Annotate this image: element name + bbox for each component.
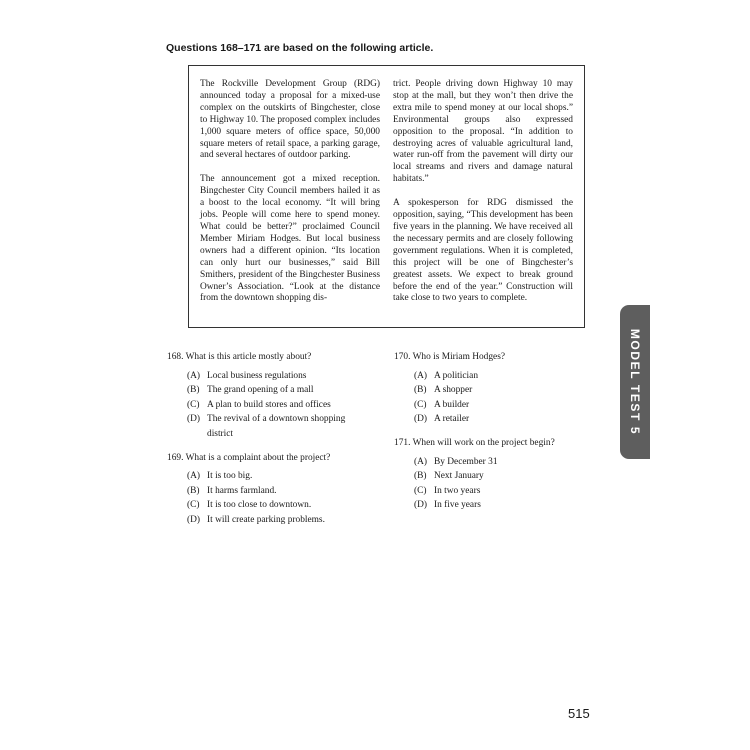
answer-option[interactable] <box>414 383 594 398</box>
page-number: 515 <box>568 706 590 721</box>
option-text: It is too big. <box>207 471 253 482</box>
article-paragraph: The Rockville Development Group (RDG) announced today a proposal for a mixed-use complex on the outskirts of Bingchester, close to Highway 10. The proposed complex includes 1,000 square meters of office space, 50,000 square meters of retail space, a parking garage, and several hectares of outdoor parking. <box>200 79 380 161</box>
option-text: It will create parking problems. <box>207 514 325 525</box>
answer-option[interactable] <box>187 498 367 513</box>
question-stem: 170. Who is Miriam Hodges? <box>394 352 506 362</box>
questions-heading: Questions 168–171 are based on the following article. <box>166 42 434 54</box>
question-171 <box>394 436 594 513</box>
option-letter: (A) <box>414 370 428 381</box>
option-letter: (D) <box>414 414 428 425</box>
answer-option[interactable] <box>187 484 367 499</box>
answer-options <box>394 455 594 513</box>
question-169 <box>167 451 367 528</box>
article-paragraph: A spokesperson for RDG dismissed the opposition, saying, “This development has been five years in the planning. We have received all the necessary permits and are closely following government regulations. When it is completed, this project will be one of Bingchester’s greatest assets. We expect to break ground before the end of the year.” Construction will take close to two years to complete. <box>393 198 573 304</box>
option-text: A builder <box>434 399 470 410</box>
option-letter: (B) <box>414 385 427 396</box>
question-168 <box>167 350 367 442</box>
article-box <box>188 65 585 328</box>
option-letter: (A) <box>187 370 201 381</box>
question-stem: 171. When will work on the project begin? <box>394 437 555 448</box>
option-letter: (B) <box>187 485 200 496</box>
answer-option[interactable] <box>414 455 594 470</box>
option-text: It harms farmland. <box>207 485 277 496</box>
article-column-left <box>200 79 380 317</box>
answer-option[interactable] <box>187 369 367 384</box>
question-170 <box>394 350 594 427</box>
option-text: Local business regulations <box>207 370 307 381</box>
answer-option[interactable] <box>187 412 367 441</box>
option-letter: (B) <box>187 385 200 396</box>
option-text: The grand opening of a mall <box>207 385 314 396</box>
questions-column-left <box>167 350 367 537</box>
answer-option[interactable] <box>187 513 367 528</box>
option-letter: (D) <box>187 514 201 525</box>
option-text: Next January <box>434 471 484 482</box>
question-stem: 169. What is a complaint about the project? <box>167 452 331 463</box>
article-column-right <box>393 79 573 317</box>
option-text: A politician <box>434 370 479 381</box>
answer-option[interactable] <box>414 398 594 413</box>
option-letter: (C) <box>414 485 427 496</box>
option-letter: (C) <box>187 399 200 410</box>
answer-options <box>167 469 367 527</box>
question-stem: 168. What is this article mostly about? <box>167 352 312 362</box>
article-paragraph: trict. People driving down Highway 10 may stop at the mall, but they won’t then drive the extra mile to spend money at our local shops.” Environmental groups also expressed opposition to the proposal. “In addition to destroying acres of valuable agricultural land, water run-off from the pavement will dirty our local streams and rivers and damage natural habitats.” <box>393 79 573 185</box>
section-tab-label: MODEL TEST 5 <box>628 328 642 436</box>
option-text: The revival of a downtown shopping district <box>207 414 346 439</box>
section-tab <box>620 305 650 459</box>
option-letter: (D) <box>414 500 428 511</box>
option-text: It is too close to downtown. <box>207 500 312 511</box>
option-text: A shopper <box>434 385 473 396</box>
answer-options <box>394 369 594 427</box>
answer-option[interactable] <box>414 469 594 484</box>
questions-column-right <box>394 350 594 522</box>
answer-option[interactable] <box>187 383 367 398</box>
option-text: In two years <box>434 485 481 496</box>
option-letter: (A) <box>187 471 201 482</box>
answer-options <box>167 369 367 442</box>
answer-option[interactable] <box>187 398 367 413</box>
option-text: In five years <box>434 500 481 511</box>
answer-option[interactable] <box>414 412 594 427</box>
option-letter: (D) <box>187 414 201 425</box>
option-text: A retailer <box>434 414 470 425</box>
option-text: A plan to build stores and offices <box>207 399 331 410</box>
article-paragraph: The announcement got a mixed reception. Bingchester City Council members hailed it as a boost to the local economy. “It will bring jobs. People will come here to spend money. What could be better?” proclaimed Council Member Miriam Hodges. But local business owners had a different opinion. “Its location can only hurt our businesses,” said Bill Smithers, president of the Bingchester Business Owner’s Association. “Look at the distance from the downtown shopping dis- <box>200 174 380 304</box>
option-text: By December 31 <box>434 456 498 467</box>
answer-option[interactable] <box>414 484 594 499</box>
answer-option[interactable] <box>187 469 367 484</box>
option-letter: (C) <box>187 500 200 511</box>
option-letter: (A) <box>414 456 428 467</box>
answer-option[interactable] <box>414 369 594 384</box>
option-letter: (C) <box>414 399 427 410</box>
answer-option[interactable] <box>414 498 594 513</box>
option-letter: (B) <box>414 471 427 482</box>
